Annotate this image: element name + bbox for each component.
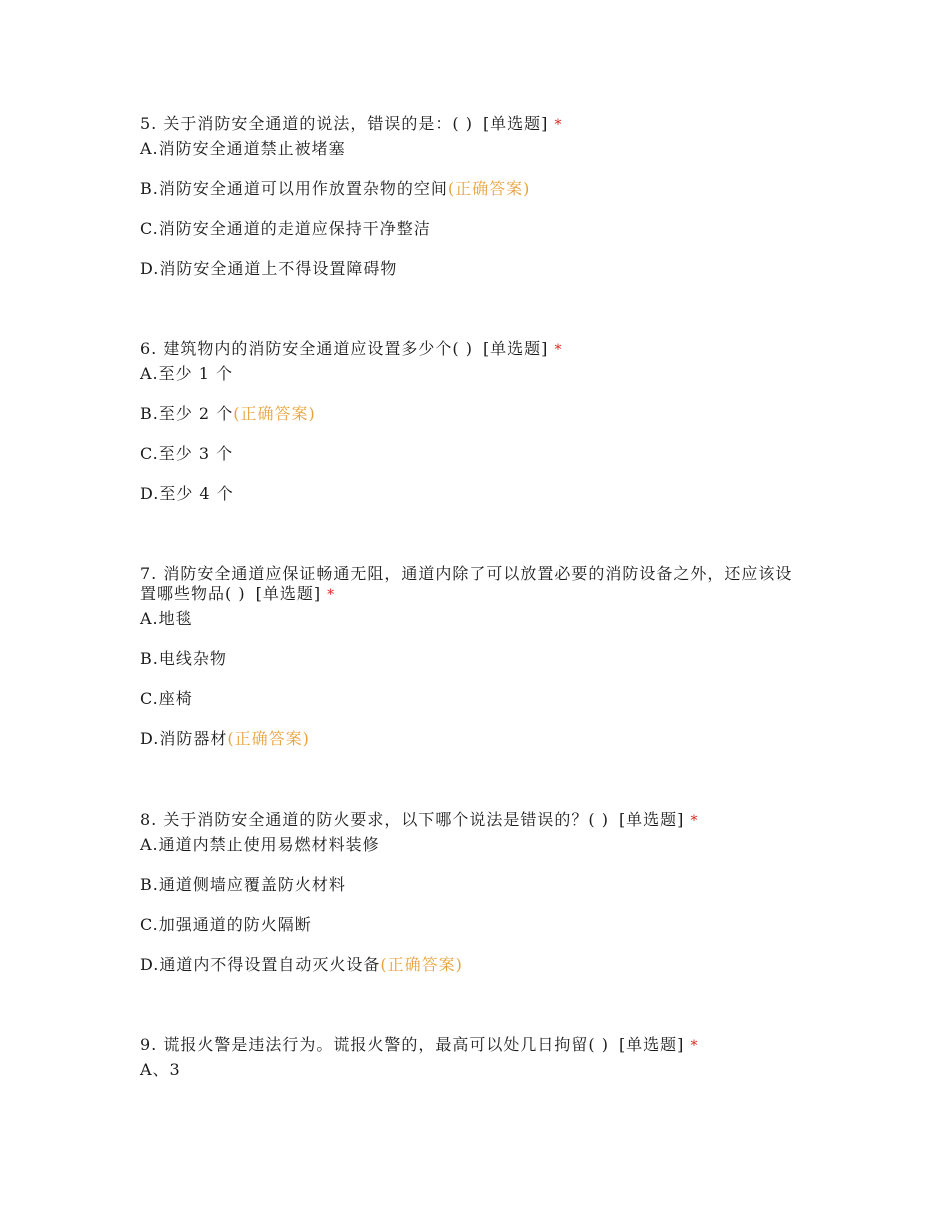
option-label: B.消防安全通道可以用作放置杂物的空间: [140, 179, 448, 198]
question-number: 9.: [140, 1035, 158, 1054]
option-c[interactable]: [140, 444, 810, 464]
question-type: [单选题]: [482, 339, 549, 358]
option-label: B.电线杂物: [140, 649, 227, 668]
question-title: [140, 1035, 810, 1056]
question-text: 关于消防安全通道的防火要求，以下哪个说法是错误的？( ): [163, 810, 609, 829]
option-label: A.至少 1 个: [140, 364, 233, 383]
option-label: A、3: [140, 1060, 181, 1079]
option-label: A.通道内禁止使用易燃材料装修: [140, 835, 380, 854]
option-label: A.地毯: [140, 609, 193, 628]
question-title: [140, 564, 805, 605]
required-mark: *: [690, 1038, 699, 1054]
option-d[interactable]: [140, 259, 810, 279]
required-mark: *: [690, 813, 699, 829]
option-label: C.座椅: [140, 689, 193, 708]
option-c[interactable]: [140, 689, 810, 709]
option-label: B.至少 2 个: [140, 404, 234, 423]
required-mark: *: [554, 342, 563, 358]
option-d[interactable]: [140, 729, 810, 749]
question-text: 建筑物内的消防安全通道应设置多少个( ): [163, 339, 473, 358]
option-label: A.消防安全通道禁止被堵塞: [140, 139, 346, 158]
question-title: [140, 339, 810, 360]
option-b[interactable]: [140, 404, 810, 424]
option-label: D.至少 4 个: [140, 484, 234, 503]
option-c[interactable]: [140, 915, 810, 935]
option-d[interactable]: [140, 484, 810, 504]
option-label: C.至少 3 个: [140, 444, 234, 463]
option-label: C.加强通道的防火隔断: [140, 915, 312, 934]
option-label: D.消防安全通道上不得设置障碍物: [140, 259, 398, 278]
question-type: [单选题]: [618, 1035, 685, 1054]
question-8: [140, 810, 810, 975]
required-mark: *: [554, 117, 563, 133]
option-d[interactable]: [140, 955, 810, 975]
question-number: 5.: [140, 114, 158, 133]
question-number: 8.: [140, 810, 158, 829]
question-title: [140, 114, 810, 135]
question-number: 6.: [140, 339, 158, 358]
option-b[interactable]: [140, 179, 810, 199]
correct-answer-tag: (正确答案): [447, 179, 531, 198]
option-a[interactable]: [140, 139, 810, 159]
question-text: 消防安全通道应保证畅通无阻，通道内除了可以放置必要的消防设备之外，还应该设置哪些物品( ): [140, 564, 793, 603]
question-type: [单选题]: [482, 114, 549, 133]
option-a[interactable]: [140, 364, 810, 384]
question-5: [140, 114, 810, 279]
option-b[interactable]: [140, 649, 810, 669]
option-c[interactable]: [140, 219, 810, 239]
question-title: [140, 810, 810, 831]
option-a[interactable]: [140, 609, 810, 629]
question-6: [140, 339, 810, 504]
option-a[interactable]: [140, 1060, 810, 1080]
option-b[interactable]: [140, 875, 810, 895]
option-label: D.消防器材: [140, 729, 228, 748]
correct-answer-tag: (正确答案): [380, 955, 463, 974]
option-label: C.消防安全通道的走道应保持干净整洁: [140, 219, 431, 238]
option-a[interactable]: [140, 835, 810, 855]
option-label: D.通道内不得设置自动灭火设备: [140, 955, 381, 974]
option-label: B.通道侧墙应覆盖防火材料: [140, 875, 346, 894]
correct-answer-tag: (正确答案): [233, 404, 316, 423]
question-type: [单选题]: [255, 584, 322, 603]
question-number: 7.: [140, 564, 158, 583]
question-type: [单选题]: [618, 810, 685, 829]
question-text: 关于消防安全通道的说法，错误的是：( ): [163, 114, 473, 133]
required-mark: *: [327, 587, 336, 603]
correct-answer-tag: (正确答案): [227, 729, 310, 748]
question-text: 谎报火警是违法行为。谎报火警的，最高可以处几日拘留( ): [163, 1035, 609, 1054]
question-7: [140, 564, 810, 749]
question-9: [140, 1035, 810, 1080]
